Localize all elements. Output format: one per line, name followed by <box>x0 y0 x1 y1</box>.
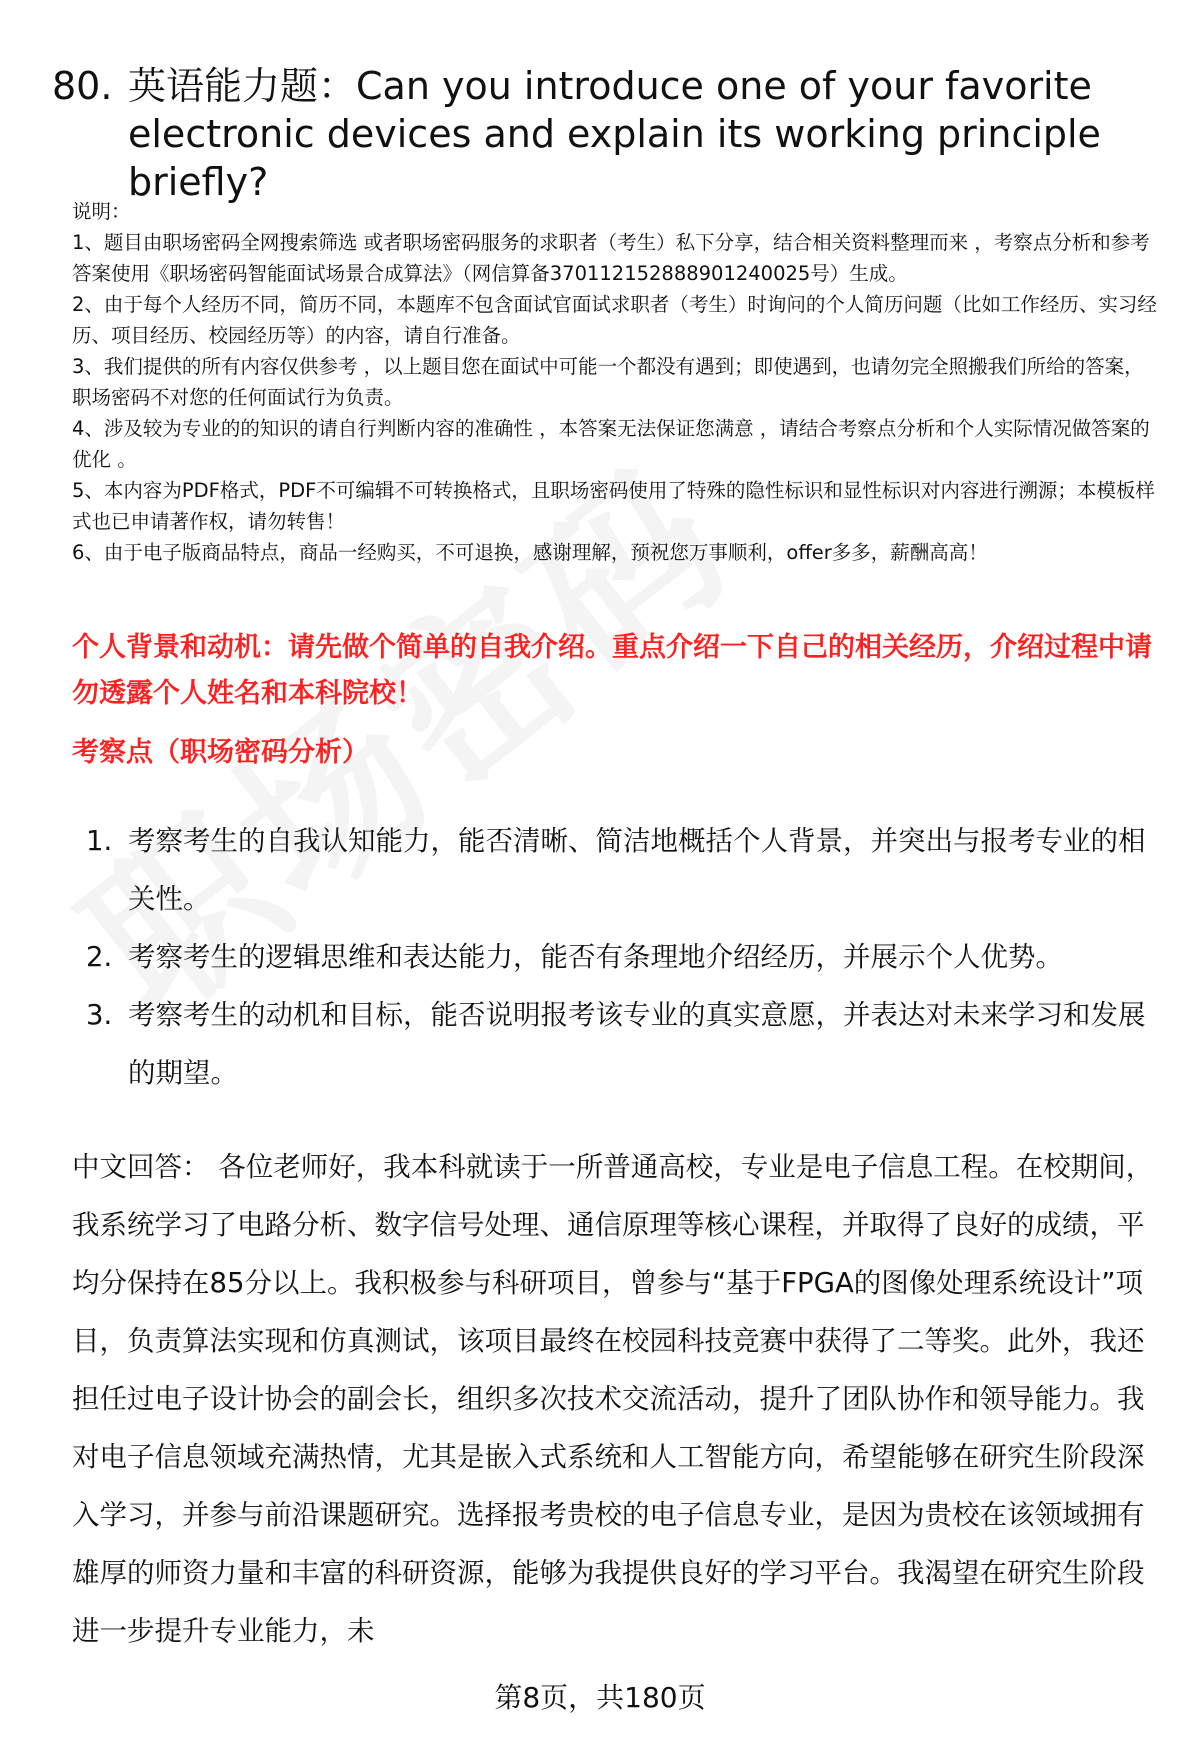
analysis-point-text: 考察考生的动机和目标，能否说明报考该专业的真实意愿，并表达对未来学习和发展的期望。 <box>128 999 1146 1089</box>
notice-item-5: 5、本内容为PDF格式，PDF不可编辑不可转换格式，且职场密码使用了特殊的隐性标识和显性标识对内容进行溯源；本模板样式也已申请著作权，请勿转售！ <box>72 479 1155 533</box>
analysis-heading: 考察点（职场密码分析） <box>72 737 369 768</box>
analysis-point <box>72 928 1162 986</box>
notice-block <box>72 196 1162 568</box>
analysis-point-number: 3. <box>86 999 113 1031</box>
analysis-point <box>72 986 1162 1102</box>
analysis-point-text: 考察考生的自我认知能力，能否清晰、简洁地概括个人背景，并突出与报考专业的相关性。 <box>128 825 1146 915</box>
notice-item-1: 1、题目由职场密码全网搜索筛选 或者职场密码服务的求职者（考生）私下分享，结合相关资料整理而来 ，考察点分析和参考答案使用《职场密码智能面试场景合成算法》（网信算备370112152888901240025号）生成。 <box>72 231 1150 285</box>
interview-question: 个人背景和动机：请先做个简单的自我介绍。重点介绍一下自己的相关经历，介绍过程中请勿透露个人姓名和本科院校！ <box>72 632 1152 709</box>
analysis-point-number: 1. <box>86 825 113 857</box>
question-title-text: 英语能力题：Can you introduce one of your favorite electronic devices and explain its working principle briefly? <box>128 64 1101 204</box>
analysis-list <box>72 812 1162 1102</box>
notice-heading: 说明： <box>72 200 131 223</box>
notice-item-3: 3、我们提供的所有内容仅供参考 ，以上题目您在面试中可能一个都没有遇到；即使遇到，也请勿完全照搬我们所给的答案，职场密码不对您的任何面试行为负责。 <box>72 355 1144 409</box>
analysis-point-text: 考察考生的逻辑思维和表达能力，能否有条理地介绍经历，并展示个人优势。 <box>128 941 1063 973</box>
notice-item-6: 6、由于电子版商品特点，商品一经购买，不可退换，感谢理解，预祝您万事顺利，offer多多，薪酬高高！ <box>72 541 988 564</box>
question-number: 80. <box>52 64 113 108</box>
notice-item-2: 2、由于每个人经历不同，简历不同，本题库不包含面试官面试求职者（考生）时询问的个人简历问题（比如工作经历、实习经历、项目经历、校园经历等）的内容，请自行准备。 <box>72 293 1157 347</box>
analysis-point-number: 2. <box>86 941 113 973</box>
notice-item-4: 4、涉及较为专业的的知识的请自行判断内容的准确性 ，本答案无法保证您满意 ，请结合考察点分析和个人实际情况做答案的优化 。 <box>72 417 1150 471</box>
analysis-point <box>72 812 1162 928</box>
answer-paragraph: 中文回答： 各位老师好，我本科就读于一所普通高校，专业是电子信息工程。在校期间，我系统学习了电路分析、数字信号处理、通信原理等核心课程，并取得了良好的成绩，平均分保持在85分以上。我积极参与科研项目，曾参与“基于FPGA的图像处理系统设计”项目，负责算法实现和仿真测试，该项目最终在校园科技竞赛中获得了二等奖。此外，我还担任过电子设计协会的副会长，组织多次技术交流活动，提升了团队协作和领导能力。我对电子信息领域充满热情，尤其是嵌入式系统和人工智能方向，希望能够在研究生阶段深入学习，并参与前沿课题研究。选择报考贵校的电子信息专业，是因为贵校在该领域拥有雄厚的师资力量和丰富的科研资源，能够为我提供良好的学习平台。我渴望在研究生阶段进一步提升专业能力，未 <box>72 1151 1154 1647</box>
page-footer: 第8页，共180页 <box>494 1681 706 1714</box>
